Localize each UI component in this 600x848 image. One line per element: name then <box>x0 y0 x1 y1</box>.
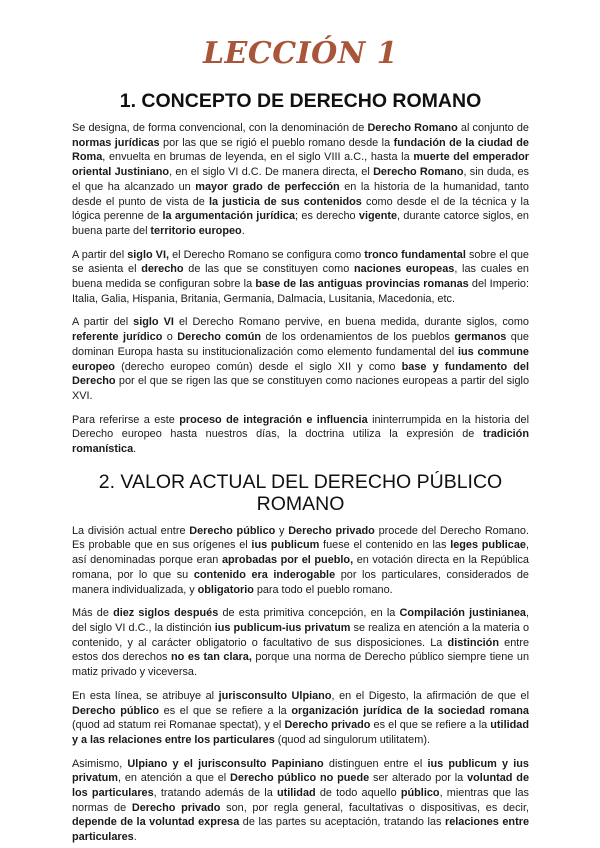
bold-text-run: base y fundamento del Derecho <box>72 360 529 388</box>
bold-text-run: la argumentación jurídica <box>162 210 296 223</box>
text-run: distinguen entre el <box>323 757 428 770</box>
bold-text-run: ius publicum <box>251 539 320 552</box>
bold-text-run: referente jurídico <box>72 331 163 344</box>
bold-text-run: Compilación justinianea <box>399 607 526 620</box>
text-run: son, por regla general, facultativas o dispositivas, es decir, <box>220 801 530 814</box>
bold-text-run: diez siglos después <box>113 607 219 620</box>
bold-text-run: leges publicae <box>450 539 526 552</box>
text-run: Asimismo, <box>72 757 128 770</box>
text-run: , durante catorce siglos, en buena parte del <box>72 210 529 237</box>
bold-text-run: no es tan clara, <box>171 651 252 664</box>
bold-text-run: Derecho privado <box>288 524 375 537</box>
text-run: de las partes su aceptación, tratando las <box>239 816 445 829</box>
bold-text-run: ius publicum-ius privatum <box>214 621 351 634</box>
bold-text-run: Derecho Romano <box>373 166 464 179</box>
text-run: es el que se refiere a la <box>158 704 292 717</box>
text-run: (quod ad statum rei Romanae spectat), y el <box>72 719 285 732</box>
text-run: , en atención a que el <box>118 772 231 785</box>
text-run: (quod ad singulorum utilitatem). <box>274 733 430 746</box>
text-run: , envuelta en brumas de leyenda, en el siglo VIII a.C., hasta la <box>102 151 414 164</box>
text-run: para todo el pueblo romano. <box>253 583 393 596</box>
bold-text-run: Derecho privado <box>284 719 371 732</box>
text-run: , tratando además de la <box>153 787 277 800</box>
bold-text-run: jurisconsulto Ulpiano <box>218 689 332 702</box>
text-run: en votación directa en la República romana, por lo que su <box>72 554 529 581</box>
paragraph <box>72 315 529 403</box>
text-run: , mientras que las normas de <box>72 787 530 814</box>
paragraph <box>72 757 529 845</box>
text-run: el Derecho Romano se configura como <box>169 248 365 261</box>
text-run: al conjunto de <box>457 122 529 134</box>
text-run: , sin duda, es el que ha alcanzado un <box>72 166 529 193</box>
text-run: A partir del <box>72 248 128 261</box>
bold-text-run: naciones europeas <box>353 263 455 276</box>
text-run: o <box>162 331 178 344</box>
bold-text-run: voluntad de los particulares <box>72 772 529 800</box>
bold-text-run: proceso de integración e influencia <box>179 413 368 426</box>
text-run: Más de <box>72 607 114 620</box>
bold-text-run: territorio europeo <box>150 224 242 237</box>
text-run: , las cuales en buena medida se configuran sobre la <box>72 263 529 291</box>
bold-text-run: utilidad <box>276 787 316 800</box>
text-run: se realiza en atención a la materia o contenido, y al carácter obligatorio o facultativo de sus disposiciones. La <box>72 621 530 649</box>
text-run: entre estos dos derechos <box>72 636 529 664</box>
text-run: porque una norma de Derecho público siempre tiene un matiz privado y viceversa. <box>72 651 529 679</box>
paragraph <box>72 524 529 598</box>
bold-text-run: tronco fundamental <box>364 248 466 261</box>
paragraph <box>72 689 529 748</box>
text-run: de las que se constituyen como <box>183 263 354 276</box>
section-heading-valor-actual: 2. VALOR ACTUAL DEL DERECHO PÚBLICO ROMANO <box>98 470 503 515</box>
bold-text-run: contenido era inderogable <box>193 568 336 581</box>
text-run: En esta línea, se atribuye al <box>72 689 219 702</box>
text-run: , en el Digesto, la afirmación de que el <box>331 689 530 702</box>
bold-text-run: obligatorio <box>197 583 254 596</box>
text-run: Para referirse a este <box>72 413 180 426</box>
bold-text-run: mayor grado de perfección <box>195 180 340 193</box>
bold-text-run: Derecho Romano <box>367 122 458 134</box>
bold-text-run: aprobadas por el pueblo, <box>221 554 354 567</box>
paragraph <box>72 121 529 239</box>
text-run: , en el siglo VI d.C. De manera directa, el <box>169 166 374 179</box>
bold-text-run: Derecho común <box>177 331 262 344</box>
text-run: procede del Derecho Romano. Es probable que en sus orígenes el <box>72 524 530 552</box>
text-run: como desde el de la técnica y la lógica perenne de <box>72 195 530 223</box>
section-valor-actual <box>72 471 529 845</box>
bold-text-run: utilidad y a las relaciones entre los particulares <box>72 719 529 746</box>
bold-text-run: depende de la voluntad expresa <box>72 816 240 829</box>
text-run: de los ordenamientos de los pueblos <box>261 331 455 344</box>
text-run: que dominan Europa hasta su institucionalización como elemento fundamental del <box>72 331 529 358</box>
bold-text-run: Derecho público <box>72 704 159 717</box>
bold-text-run: público <box>400 787 440 800</box>
text-run: La división actual entre <box>72 524 190 537</box>
bold-text-run: siglo VI <box>133 316 174 329</box>
text-run: por las que se rigió el pueblo romano desde la <box>159 136 394 149</box>
paragraph <box>72 606 529 680</box>
bold-text-run: relaciones entre particulares <box>72 816 529 844</box>
text-run: . <box>133 443 137 456</box>
bold-text-run: distinción <box>447 636 499 649</box>
bold-text-run: organización jurídica de la sociedad romana <box>291 704 529 717</box>
text-run: sobre el que se asienta el <box>72 248 529 276</box>
bold-text-run: siglo VI, <box>127 248 169 261</box>
bold-text-run: vigente <box>358 210 398 223</box>
text-run: y <box>275 524 289 537</box>
text-run: de todo aquello <box>315 787 401 800</box>
bold-text-run: base de las antiguas provincias romanas <box>255 278 469 291</box>
bold-text-run: Derecho público <box>189 524 276 537</box>
text-run: (derecho europeo común) desde el siglo XII y como <box>114 360 402 373</box>
bold-text-run: normas jurídicas <box>72 136 160 149</box>
text-run: el Derecho Romano pervive, en buena medida, durante siglos, como <box>173 316 529 329</box>
bold-text-run: muerte del emperador oriental Justiniano <box>72 151 529 179</box>
text-run: , así denominadas porque eran <box>72 539 529 567</box>
text-run: por los particulares, considerados de manera individualizada, y <box>72 568 529 596</box>
text-run: . <box>241 224 245 237</box>
text-run: de esta primitiva concepción, en la <box>218 607 400 620</box>
text-run: . <box>133 831 137 844</box>
lesson-title: LECCIÓN 1 <box>202 36 399 71</box>
text-run: fuese el contenido en las <box>319 539 451 552</box>
text-run: , del siglo VI d.C., la distinción <box>72 607 530 634</box>
text-run: ininterrumpida en la historia del Derecho europeo hasta nuestros días, la doctrina utiliza la expresión de <box>72 413 529 441</box>
paragraph <box>72 413 529 457</box>
bold-text-run: germanos <box>454 331 507 344</box>
bold-text-run: tradición romanística <box>72 428 529 456</box>
bold-text-run: ius publicum y ius privatum <box>72 757 529 785</box>
bold-text-run: Ulpiano y el jurisconsulto Papiniano <box>127 757 324 770</box>
bold-text-run: Derecho público no puede <box>230 772 370 785</box>
bold-text-run: derecho <box>141 263 184 276</box>
text-run: Se designa, de forma convencional, con la denominación de <box>72 122 368 134</box>
bold-text-run: ius commune europeo <box>72 345 529 373</box>
text-run: ; es derecho <box>295 210 359 223</box>
text-run: es el que se refiere a la <box>370 719 491 732</box>
text-run: del Imperio: Italia, Galia, Hispania, Britania, Germania, Dalmacia, Lusitania, Macedonia, etc. <box>72 278 530 305</box>
text-run: A partir del <box>72 316 134 329</box>
text-run: en la historia de la humanidad, tanto desde el punto de vista de <box>72 180 529 208</box>
section-heading-concepto: 1. CONCEPTO DE DERECHO ROMANO <box>119 90 482 112</box>
paragraph <box>72 248 529 307</box>
bold-text-run: Derecho privado <box>131 801 221 814</box>
text-run: ser alterado por la <box>369 772 468 785</box>
bold-text-run: la justicia de sus contenidos <box>209 195 362 208</box>
section-concepto <box>72 90 529 457</box>
bold-text-run: fundación de la ciudad de Roma <box>72 136 529 164</box>
text-run: por el que se rigen las que se constituyen como naciones europeas a partir del siglo XVI. <box>72 375 529 402</box>
